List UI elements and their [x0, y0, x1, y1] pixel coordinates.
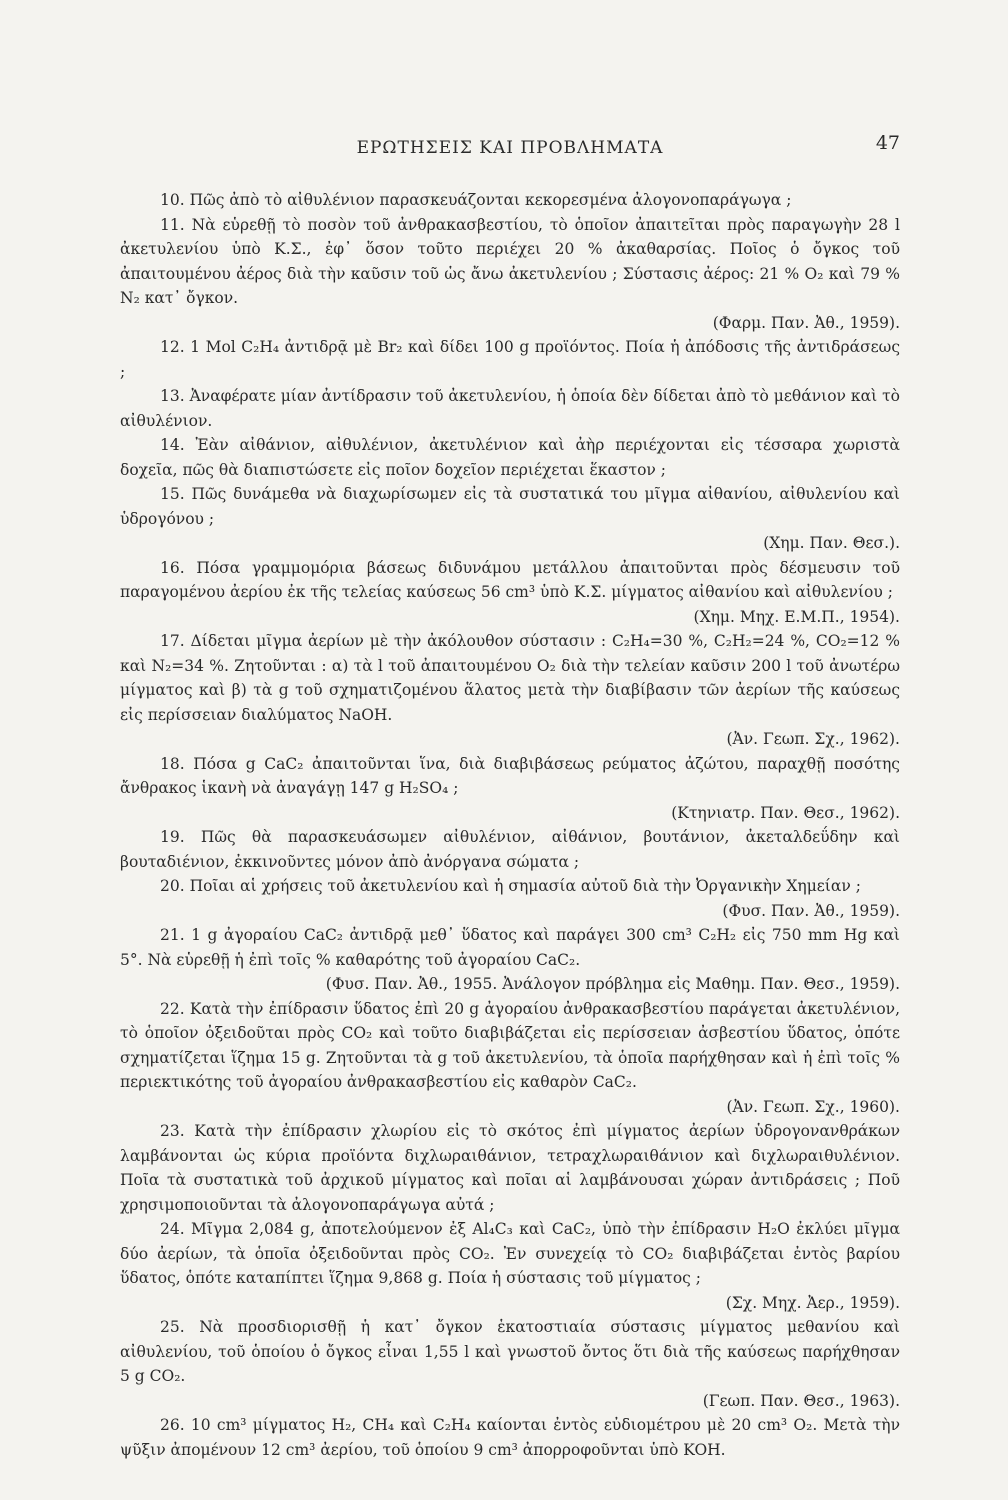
problem-17	[120, 629, 900, 752]
problem-20	[120, 874, 900, 923]
problem-18-source: (Κτηνιατρ. Παν. Θεσ., 1962).	[671, 803, 900, 822]
problem-21	[120, 923, 900, 997]
problem-12: 12. 1 Mol C₂H₄ ἀντιδρᾷ μὲ Br₂ καὶ δίδει 100 g προϊόντος. Ποία ἡ ἀπόδοσις τῆς ἀντιδράσεως ;	[120, 338, 900, 381]
problem-25-source: (Γεωπ. Παν. Θεσ., 1963).	[702, 1391, 900, 1410]
problem-22-source: (Ἀν. Γεωπ. Σχ., 1960).	[726, 1097, 900, 1116]
problem-21-text: 21. 1 g ἀγοραίου CaC₂ ἀντιδρᾷ μεθ᾽ ὕδατος καὶ παράγει 300 cm³ C₂H₂ εἰς 750 mm Hg καὶ 5°. Νὰ εὑρεθῇ ἡ ἐπὶ τοῖς % καθαρότης τοῦ ἀγοραίου CaC₂.	[120, 926, 900, 969]
problem-list	[120, 188, 900, 1462]
problem-15-text: 15. Πῶς δυνάμεθα νὰ διαχωρίσωμεν εἰς τὰ συστατικά του μῖγμα αἰθανίου, αἰθυλενίου καὶ ὑδρογόνου ;	[120, 485, 900, 528]
problem-14: 14. Ἐὰν αἰθάνιον, αἰθυλένιον, ἀκετυλένιον καὶ ἀὴρ περιέχονται εἰς τέσσαρα χωριστὰ δοχεῖα, πῶς θὰ διαπιστώσετε εἰς ποῖον δοχεῖον περιέχεται ἕκαστον ;	[120, 436, 900, 479]
problem-20-text: 20. Ποῖαι αἱ χρήσεις τοῦ ἀκετυλενίου καὶ ἡ σημασία αὐτοῦ διὰ τὴν Ὀργανικὴν Χημείαν ;	[160, 877, 861, 895]
problem-22	[120, 997, 900, 1120]
problem-26: 26. 10 cm³ μίγματος H₂, CH₄ καὶ C₂H₄ καίονται ἐντὸς εὐδιομέτρου μὲ 20 cm³ O₂. Μετὰ τὴν ψῦξιν ἀπομένουν 12 cm³ ἀερίου, τοῦ ὁποίου 9 cm³ ἀπορροφοῦνται ὑπὸ KOH.	[120, 1416, 900, 1459]
problem-20-source: (Φυσ. Παν. Ἀθ., 1959).	[722, 901, 900, 920]
problem-19: 19. Πῶς θὰ παρασκευάσωμεν αἰθυλένιον, αἰθάνιον, βουτάνιον, ἀκεταλδεΰδην καὶ βουταδιένιον, ἐκκινοῦντες μόνον ἀπὸ ἀνόργανα σώματα ;	[120, 828, 900, 871]
problem-16-text: 16. Πόσα γραμμομόρια βάσεως διδυνάμου μετάλλου ἀπαιτοῦνται πρὸς δέσμευσιν τοῦ παραγομένου ἀερίου ἐκ τῆς τελείας καύσεως 56 cm³ ὑπὸ Κ.Σ. μίγματος αἰθανίου καὶ αἰθυλενίου ;	[120, 558, 900, 601]
running-title: ΕΡΩΤΗΣΕΙΣ ΚΑΙ ΠΡΟΒΛΗΜΑΤΑ	[356, 138, 664, 158]
problem-25-text: 25. Νὰ προσδιορισθῇ ἡ κατ᾽ ὄγκον ἑκατοστιαία σύστασις μίγματος μεθανίου καὶ αἰθυλενίου, τοῦ ὁποίου ὁ ὄγκος εἶναι 1,55 l καὶ γνωστοῦ ὄντος ὅτι διὰ τῆς καύσεως παρήχθησαν 5 g CO₂.	[120, 1318, 900, 1385]
problem-11-text: 11. Νὰ εὑρεθῇ τὸ ποσὸν τοῦ ἀνθρακασβεστίου, τὸ ὁποῖον ἀπαιτεῖται πρὸς παραγωγὴν 28 l ἀκετυλενίου ὑπὸ Κ.Σ., ἐφ᾽ ὅσον τοῦτο περιέχει 20 % ἀκαθαρσίας. Ποῖος ὁ ὄγκος τοῦ ἀπαιτουμένου ἀέρος διὰ τὴν καῦσιν τοῦ ὡς ἄνω ἀκετυλενίου ; Σύστασις ἀέρος: 21 % O₂ καὶ 79 % N₂ κατ᾽ ὄγκον.	[120, 215, 900, 307]
problem-22-text: 22. Κατὰ τὴν ἐπίδρασιν ὕδατος ἐπὶ 20 g ἀγοραίου ἀνθρακασβεστίου παράγεται ἀκετυλένιον, τὸ ὁποῖον ὀξειδοῦται πρὸς CO₂ καὶ τοῦτο διαβιβάζεται εἰς περίσσειαν ἀσβεστίου ὕδατος, ὁπότε σχηματίζεται ἵζημα 15 g. Ζητοῦνται τὰ g τοῦ ἀκετυλενίου, τὰ ὁποῖα παρήχθησαν καὶ ἡ ἐπὶ τοῖς % περιεκτικότης τοῦ ἀγοραίου ἀνθρακασβεστίου εἰς καθαρὸν CaC₂.	[120, 999, 900, 1091]
problem-24-source: (Σχ. Μηχ. Ἀερ., 1959).	[725, 1293, 900, 1312]
page-header	[120, 132, 900, 172]
problem-24-text: 24. Μῖγμα 2,084 g, ἀποτελούμενον ἐξ Al₄C₃ καὶ CaC₂, ὑπὸ τὴν ἐπίδρασιν H₂O ἐκλύει μῖγμα δύο ἀερίων, τὰ ὁποῖα ὀξειδοῦνται πρὸς CO₂. Ἐν συνεχείᾳ τὸ CO₂ διαβιβάζεται ἐντὸς βαρίου ὕδατος, ὁπότε καταπίπτει ἵζημα 9,868 g. Ποία ἡ σύστασις τοῦ μίγματος ;	[120, 1220, 900, 1287]
problem-25	[120, 1315, 900, 1413]
problem-10: 10. Πῶς ἀπὸ τὸ αἰθυλένιον παρασκευάζονται κεκορεσμένα ἀλογονοπαράγωγα ;	[160, 191, 792, 209]
problem-15-source: (Χημ. Παν. Θεσ.).	[763, 534, 900, 552]
problem-17-text: 17. Δίδεται μῖγμα ἀερίων μὲ τὴν ἀκόλουθον σύστασιν : C₂H₄=30 %, C₂H₂=24 %, CO₂=12 % καὶ N₂=34 %. Ζητοῦνται : α) τὰ l τοῦ ἀπαιτουμένου O₂ διὰ τὴν τελείαν καῦσιν 200 l τοῦ ἀνωτέρω μίγματος καὶ β) τὰ g τοῦ σχηματιζομένου ἅλατος μετὰ τὴν διαβίβασιν τῶν ἀερίων τῆς καύσεως εἰς περίσσειαν διαλύματος NaOH.	[120, 632, 900, 724]
problem-11	[120, 213, 900, 336]
problem-16	[120, 556, 900, 630]
problem-16-source: (Χημ. Μηχ. Ε.Μ.Π., 1954).	[693, 607, 900, 626]
problem-18	[120, 752, 900, 826]
page-number: 47	[875, 132, 900, 154]
problem-11-source: (Φαρμ. Παν. Ἀθ., 1959).	[712, 313, 900, 332]
problem-23: 23. Κατὰ τὴν ἐπίδρασιν χλωρίου εἰς τὸ σκότος ἐπὶ μίγματος ἀερίων ὑδρογονανθράκων λαμβάνονται ὡς κύρια προϊόντα διχλωραιθάνιον, τετραχλωραιθάνιον καὶ διχλωραιθυλένιον. Ποῖα τὰ συστατικὰ τοῦ ἀρχικοῦ μίγματος καὶ ποῖαι αἱ λαμβάνουσαι χώραν ἀντιδράσεις ; Ποῦ χρησιμοποιοῦνται τὰ ἀλογονοπαράγωγα αὐτά ;	[120, 1122, 900, 1214]
problem-21-source: (Φυσ. Παν. Ἀθ., 1955. Ἀνάλογον πρόβλημα εἰς Μαθημ. Παν. Θεσ., 1959).	[325, 975, 900, 993]
problem-24	[120, 1217, 900, 1315]
problem-15	[120, 482, 900, 556]
problem-13: 13. Ἀναφέρατε μίαν ἀντίδρασιν τοῦ ἀκετυλενίου, ἡ ὁποία δὲν δίδεται ἀπὸ τὸ μεθάνιον καὶ τὸ αἰθυλένιον.	[120, 387, 900, 430]
problem-18-text: 18. Πόσα g CaC₂ ἀπαιτοῦνται ἵνα, διὰ διαβιβάσεως ρεύματος ἀζώτου, παραχθῇ ποσότης ἄνθρακος ἱκανὴ νὰ ἀναγάγῃ 147 g H₂SO₄ ;	[120, 754, 900, 797]
problem-17-source: (Ἀν. Γεωπ. Σχ., 1962).	[726, 730, 900, 748]
